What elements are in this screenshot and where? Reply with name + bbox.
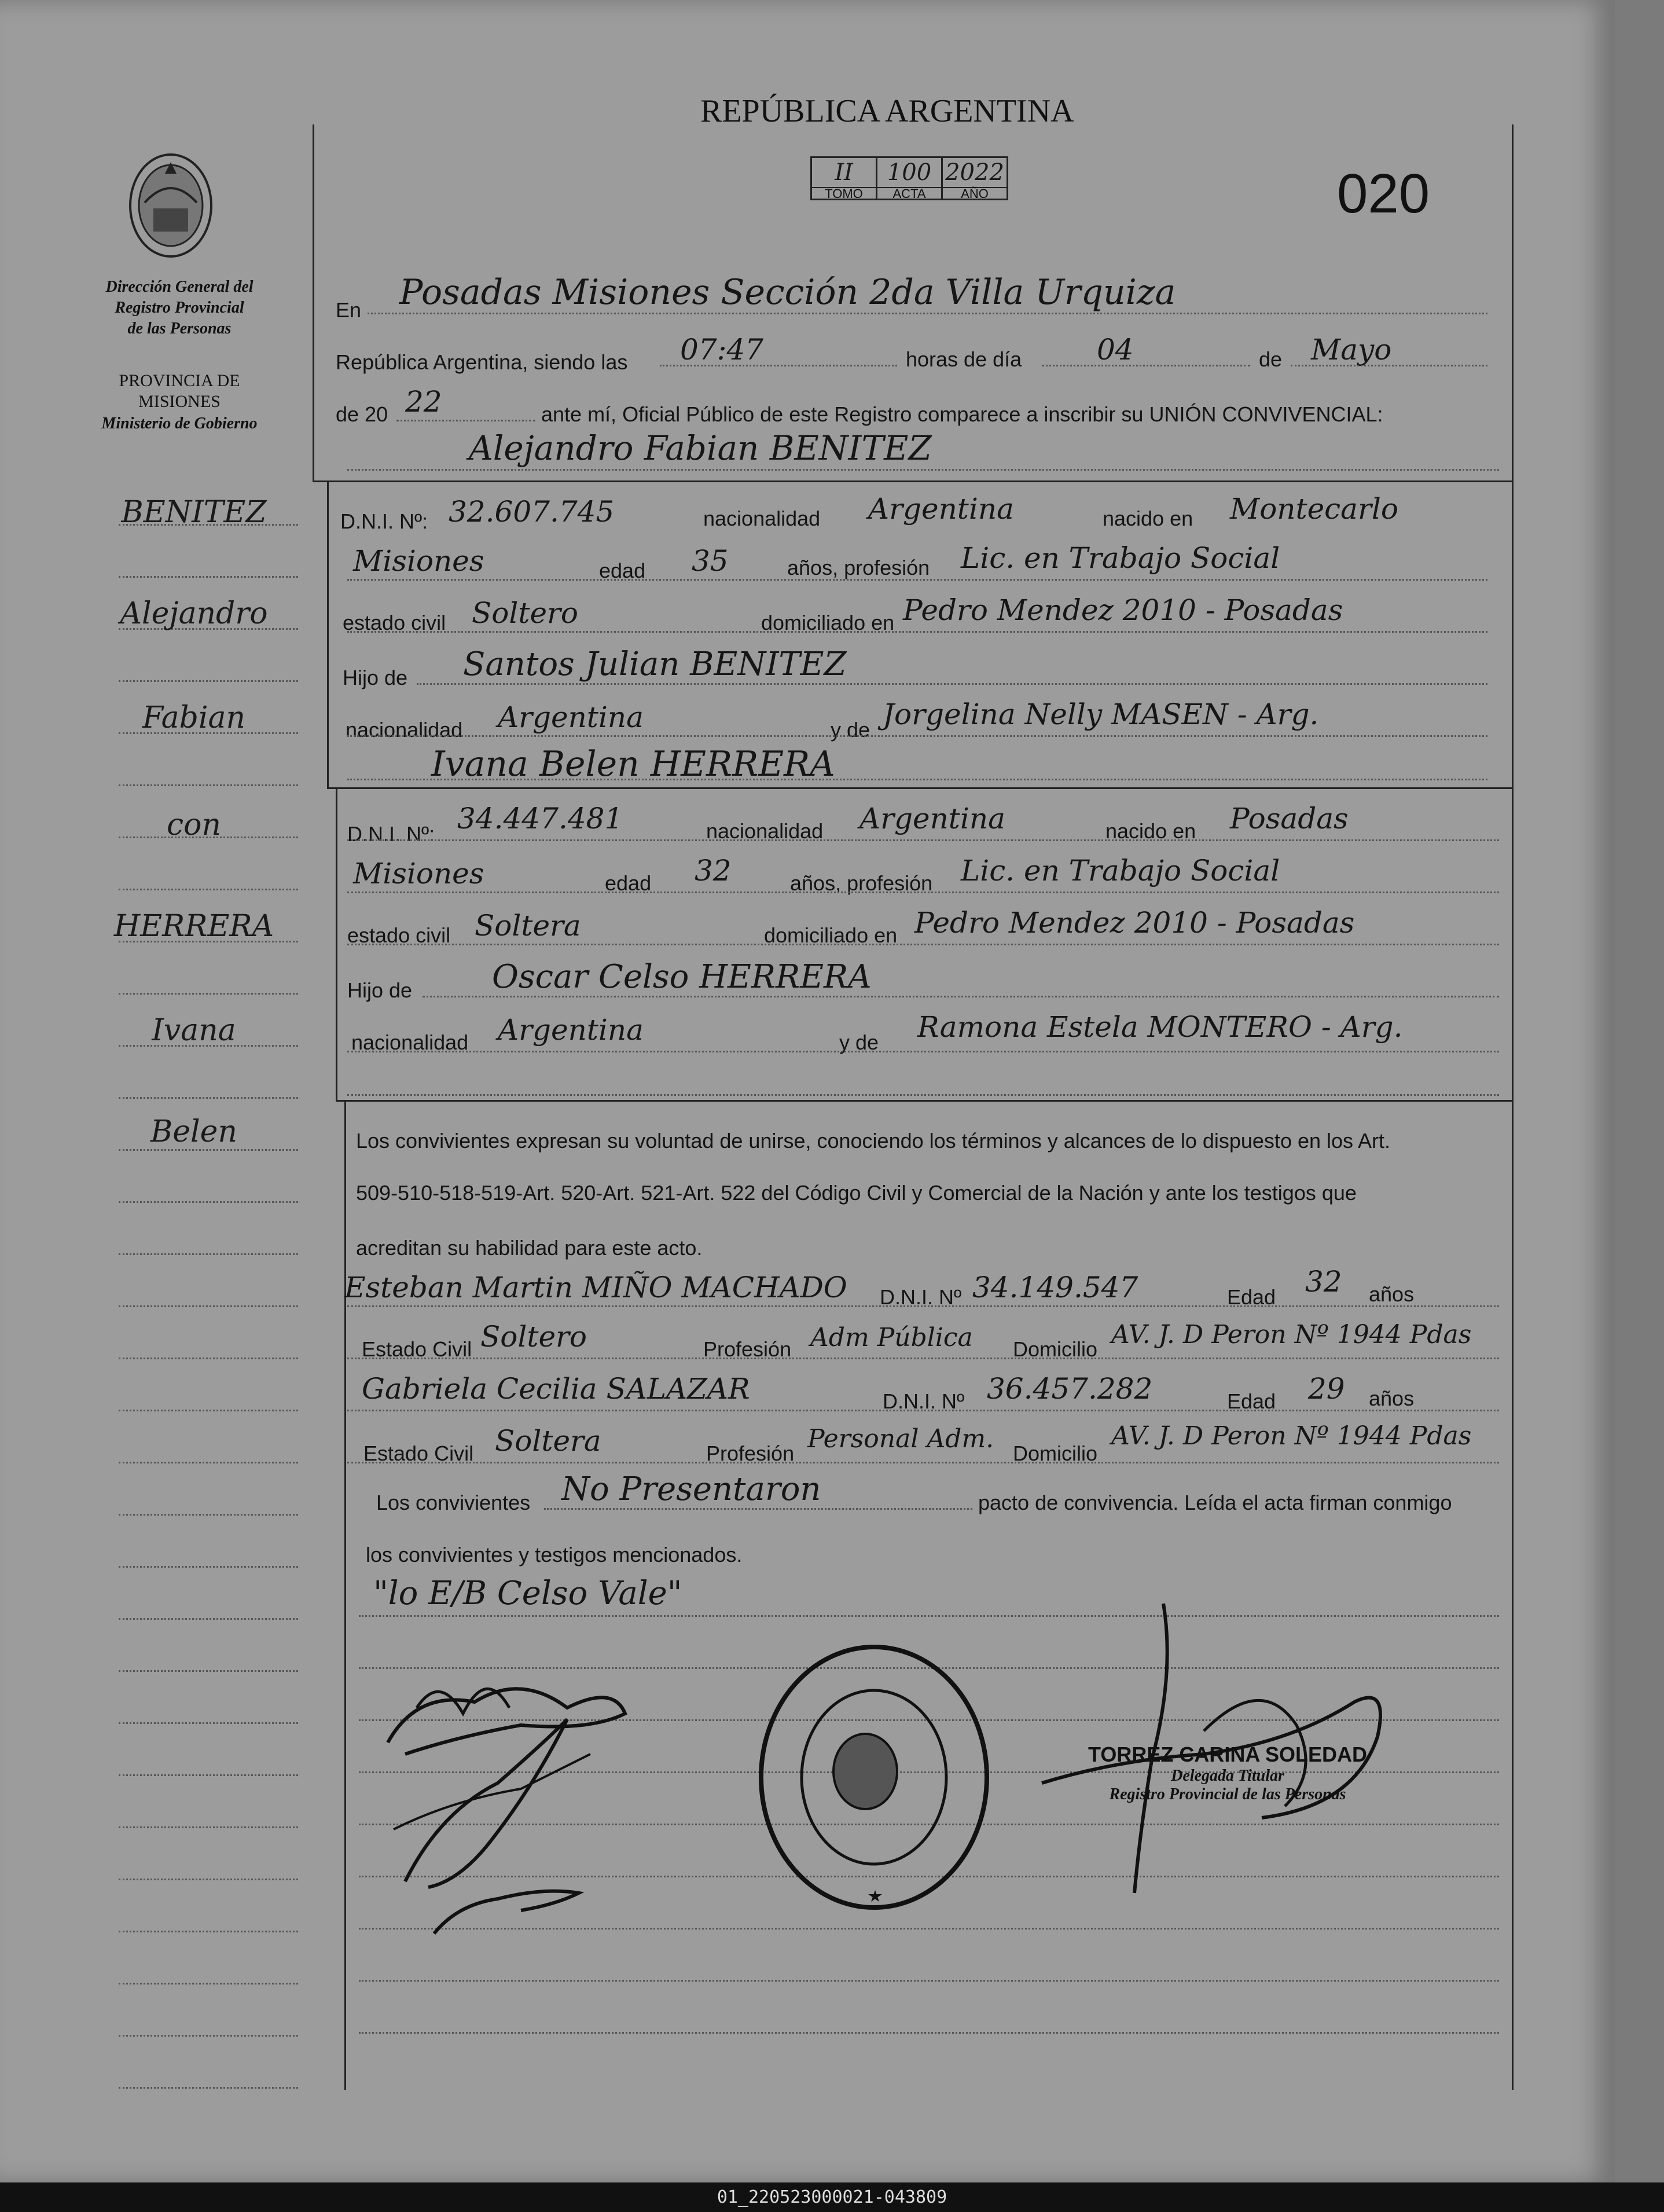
field-line	[347, 1094, 1499, 1096]
time-value: 07:47	[680, 333, 764, 366]
w1-civil-label: Estado Civil	[362, 1337, 472, 1361]
w1-edad-label: Edad	[1227, 1285, 1276, 1309]
p2-hijo-label: Hijo de	[347, 978, 413, 1002]
p1-place2: Misiones	[353, 544, 484, 578]
day-value: 04	[1097, 333, 1134, 366]
w2-dom-value: AV. J. D Peron Nº 1944 Pdas	[1111, 1421, 1472, 1451]
register-number-box	[810, 156, 1008, 200]
w1-prof-label: Profesión	[703, 1337, 792, 1361]
w1-dni-value: 34.149.547	[972, 1271, 1138, 1304]
margin-name: Belen	[150, 1114, 237, 1149]
margin-line	[119, 1618, 298, 1620]
file-id: 01_220523000021-043809	[0, 2182, 1664, 2212]
section-divider	[336, 1100, 1512, 1102]
en-label: En	[336, 298, 362, 322]
w1-prof-value: Adm Pública	[810, 1323, 973, 1352]
p1-nac2-label: nacionalidad	[346, 718, 463, 742]
p1-civil-value: Soltero	[472, 596, 579, 630]
field-line	[347, 631, 1487, 633]
act-number: 020	[1337, 163, 1430, 225]
p2-nacido-value: Posadas	[1230, 802, 1349, 835]
margin-line	[119, 1358, 298, 1359]
margin-name: Fabian	[142, 700, 245, 735]
margin-line	[119, 1826, 298, 1828]
field-line	[347, 579, 1487, 581]
margin-name: Ivana	[152, 1013, 236, 1048]
field-line	[347, 469, 1499, 471]
month-value: Mayo	[1311, 333, 1392, 366]
field-line	[347, 839, 1499, 841]
official-org: Registro Provincial de las Personas	[1109, 1785, 1346, 1803]
province-seal-icon	[127, 151, 214, 261]
margin-line	[119, 1983, 298, 1984]
p2-nacpadre-value: Argentina	[498, 1013, 644, 1047]
margin-line	[119, 1149, 298, 1151]
p2-prof-value: Lic. en Trabajo Social	[961, 854, 1280, 887]
w1-anos-label: años	[1369, 1282, 1415, 1306]
w2-prof-label: Profesión	[706, 1441, 795, 1465]
province-name: PROVINCIA DE MISIONES	[119, 371, 240, 411]
p2-dni-value: 34.447.481	[457, 802, 623, 835]
p2-dom-value: Pedro Mendez 2010 - Posadas	[914, 906, 1355, 940]
p1-prof-label: años, profesión	[787, 556, 930, 579]
book-spine	[1615, 0, 1664, 2182]
frame-line	[313, 124, 314, 480]
field-line	[347, 735, 1487, 737]
p2-padre-value: Oscar Celso HERRERA	[492, 958, 872, 996]
p2-nac2-label: nacionalidad	[351, 1030, 469, 1054]
p1-nac-value: Argentina	[868, 492, 1014, 526]
p1-prof-value: Lic. en Trabajo Social	[961, 541, 1280, 575]
anio-label: AÑO	[943, 187, 1007, 200]
tomo-label: TOMO	[812, 187, 876, 200]
margin-line	[119, 1305, 298, 1307]
margin-line	[119, 1097, 298, 1099]
intro-text: ante mí, Oficial Público de este Registro comparece a inscribir su UNIÓN CONVIVENCIAL:	[541, 402, 1383, 426]
w2-civil-value: Soltera	[495, 1424, 601, 1458]
field-line	[396, 420, 535, 421]
p2-yde-label: y de	[839, 1030, 879, 1054]
margin-line	[119, 576, 298, 578]
p2-dom-label: domiciliado en	[764, 923, 898, 947]
margin-line	[119, 993, 298, 995]
w1-dom-value: AV. J. D Peron Nº 1944 Pdas	[1111, 1320, 1472, 1349]
w1-dni-label: D.N.I. Nº	[880, 1285, 962, 1309]
official-name: TORREZ CARINA SOLEDAD	[1088, 1743, 1368, 1766]
margin-line	[119, 2087, 298, 2089]
w2-dni-value: 36.457.282	[987, 1372, 1153, 1406]
p2-place2: Misiones	[353, 857, 484, 890]
p2-dni-label: D.N.I. Nº:	[347, 822, 435, 846]
field-line	[1042, 365, 1250, 366]
margin-line	[119, 2035, 298, 2037]
body-line-2: 509-510-518-519-Art. 520-Art. 521-Art. 522 del Código Civil y Comercial de la Nación y ante los testigos que	[356, 1181, 1357, 1205]
margin-line	[119, 680, 298, 682]
field-line	[660, 365, 897, 366]
field-line	[347, 779, 1487, 780]
p1-nac-label: nacionalidad	[703, 507, 821, 530]
field-line	[544, 1508, 972, 1510]
frame-line	[1512, 124, 1514, 2090]
frame-line	[344, 1100, 346, 2090]
margin-line	[119, 889, 298, 890]
margin-line	[119, 1722, 298, 1724]
w2-prof-value: Personal Adm.	[807, 1424, 994, 1454]
margin-line	[119, 1670, 298, 1672]
person2-name: Ivana Belen HERRERA	[431, 744, 835, 784]
p1-nacido-label: nacido en	[1103, 507, 1193, 530]
w1-name: Esteban Martin MIÑO MACHADO	[344, 1271, 847, 1304]
p1-dom-value: Pedro Mendez 2010 - Posadas	[903, 593, 1343, 627]
p1-nacpadre-value: Argentina	[498, 700, 644, 734]
p2-edad-label: edad	[605, 871, 652, 895]
p1-edad-label: edad	[599, 559, 646, 582]
w2-anos-label: años	[1369, 1386, 1415, 1410]
year-value: 22	[405, 385, 442, 419]
p2-nac-value: Argentina	[859, 802, 1005, 835]
p1-padre-value: Santos Julian BENITEZ	[463, 645, 847, 683]
signature-graphic	[370, 1638, 695, 1939]
official-role: Delegada Titular	[1171, 1767, 1284, 1785]
margin-line	[119, 1410, 298, 1411]
body-line-3: acreditan su habilidad para este acto.	[356, 1236, 703, 1260]
w1-edad-value: 32	[1305, 1265, 1342, 1298]
field-line	[347, 1305, 1499, 1307]
margin-name: con	[167, 808, 221, 842]
margin-line	[119, 1462, 298, 1463]
acta-label: ACTA	[877, 187, 941, 200]
margin-name: BENITEZ	[121, 495, 267, 530]
w1-dom-label: Domicilio	[1013, 1337, 1098, 1361]
field-line	[368, 313, 1487, 314]
anio-value: 2022	[945, 159, 1004, 186]
ministry-name: Ministerio de Gobierno	[101, 414, 258, 432]
p1-hijo-label: Hijo de	[343, 666, 408, 689]
registry-stamp-icon	[752, 1638, 996, 1916]
signature-line	[359, 2032, 1499, 2034]
pacto-text: pacto de convivencia. Leída el acta firman conmigo	[978, 1491, 1452, 1514]
official-block	[1088, 1743, 1367, 1804]
field-line	[423, 996, 1499, 997]
section-divider	[327, 787, 1512, 789]
margin-line	[119, 1253, 298, 1255]
frame-line	[336, 787, 337, 1100]
field-line	[347, 892, 1499, 893]
p2-civil-label: estado civil	[347, 923, 451, 947]
w2-edad-value: 29	[1308, 1372, 1345, 1406]
margin-name: HERRERA	[113, 909, 274, 944]
section-divider	[313, 480, 1512, 482]
w2-dni-label: D.N.I. Nº	[883, 1389, 965, 1413]
conv-label: Los convivientes	[376, 1491, 531, 1514]
p1-dom-label: domiciliado en	[761, 611, 895, 634]
p2-nacido-label: nacido en	[1105, 819, 1196, 843]
field-line	[417, 683, 1487, 685]
margin-line	[119, 784, 298, 786]
place-value: Posadas Misiones Sección 2da Villa Urquiza	[399, 272, 1176, 313]
margin-line	[119, 1931, 298, 1932]
margin-line	[119, 1566, 298, 1568]
p1-edad-value: 35	[692, 544, 729, 578]
signature-line	[359, 1980, 1499, 1982]
horas-label: horas de día	[906, 347, 1022, 371]
p2-madre-value: Ramona Estela MONTERO - Arg.	[917, 1010, 1403, 1044]
field-line	[347, 1462, 1499, 1463]
p1-yde-label: y de	[831, 718, 870, 742]
p1-madre-value: Jorgelina Nelly MASEN - Arg.	[883, 698, 1319, 731]
field-line	[1291, 365, 1487, 366]
p2-civil-value: Soltera	[475, 909, 581, 942]
p1-nacido-value: Montecarlo	[1230, 492, 1398, 526]
field-line	[347, 1410, 1499, 1411]
w2-civil-label: Estado Civil	[363, 1441, 474, 1465]
margin-line	[119, 1774, 298, 1776]
closing-note: "lo E/B Celso Vale"	[373, 1575, 682, 1612]
margin-line	[119, 1879, 298, 1880]
document-title: REPÚBLICA ARGENTINA	[700, 93, 1074, 129]
acta-value: 100	[887, 159, 932, 186]
p1-civil-label: estado civil	[343, 611, 446, 634]
p1-dni-value: 32.607.745	[449, 495, 615, 529]
frame-line	[327, 480, 329, 787]
tomo-value: II	[835, 159, 853, 186]
margin-name: Alejandro	[120, 596, 268, 631]
org-name: Dirección General del Registro Provincial de las Personas	[105, 278, 254, 338]
p2-nac-label: nacionalidad	[706, 819, 824, 843]
w2-dom-label: Domicilio	[1013, 1441, 1098, 1465]
p2-prof-label: años, profesión	[790, 871, 933, 895]
w1-civil-value: Soltero	[480, 1320, 587, 1353]
body-line-1: Los convivientes expresan su voluntad de unirse, conociendo los términos y alcances de lo dispuesto en los Art.	[356, 1129, 1391, 1153]
margin-line	[119, 1514, 298, 1516]
person1-name: Alejandro Fabian BENITEZ	[469, 428, 932, 468]
closing-line-2: los convivientes y testigos mencionados.	[366, 1543, 743, 1567]
field-line	[347, 1051, 1499, 1052]
year-label: de 20	[336, 402, 388, 426]
p1-dni-label: D.N.I. Nº:	[340, 509, 428, 533]
p2-edad-value: 32	[695, 854, 732, 887]
field-line	[347, 1358, 1499, 1359]
w2-name: Gabriela Cecilia SALAZAR	[362, 1372, 750, 1406]
w2-edad-label: Edad	[1227, 1389, 1276, 1413]
field-line	[347, 944, 1499, 945]
margin-line	[119, 1201, 298, 1203]
conv-value: No Presentaron	[561, 1470, 821, 1508]
rep-label: República Argentina, siendo las	[336, 350, 628, 374]
de-label: de	[1259, 347, 1283, 371]
